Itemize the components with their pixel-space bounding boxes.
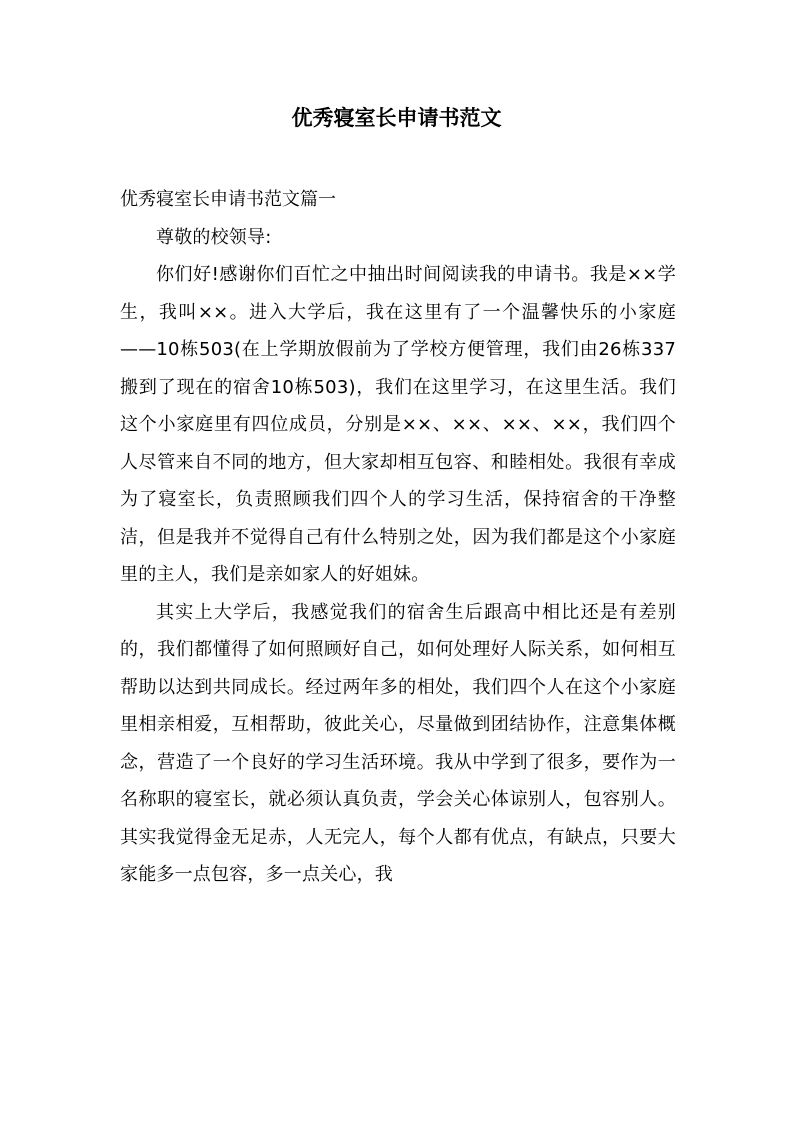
section-heading: 优秀寝室长申请书范文篇一 xyxy=(120,189,336,210)
document-title: 优秀寝室长申请书范文 xyxy=(291,106,502,130)
paragraph-1: 你们好!感谢你们百忙之中抽出时间阅读我的申请书。我是××学生，我叫××。进入大学后，我在这里有了一个温馨快乐的小家庭——10栋503(在上学期放假前为了学校方便管理，我们由26栋337搬到了现在的宿舍10栋503)，我们在这里学习，在这里生活。我们这个小家庭里有四位成员，分别是××、××、××、××，我们四个人尽管来自不同的地方，但大家却相互包容、和睦相处。我很有幸成为了寝室长，负责照顾我们四个人的学习生活，保持宿舍的干净整洁，但是我并不觉得自己有什么特别之处，因为我们都是这个小家庭里的主人，我们是亲如家人的好姐妹。 xyxy=(120,264,676,585)
document-body xyxy=(120,181,676,894)
salutation: 尊敬的校领导: xyxy=(156,226,272,248)
paragraph-2: 其实上大学后，我感觉我们的宿舍生后跟高中相比还是有差别的，我们都懂得了如何照顾好自己，如何处理好人际关系，如何相互帮助以达到共同成长。经过两年多的相处，我们四个人在这个小家庭里相亲相爱，互相帮助，彼此关心，尽量做到团结协作，注意集体概念，营造了一个良好的学习生活环境。我从中学到了很多，要作为一名称职的寝室长，就必须认真负责，学会关心体谅别人，包容别人。其实我觉得金无足赤，人无完人，每个人都有优点，有缺点，只要大家能多一点包容，多一点关心，我 xyxy=(120,601,676,885)
